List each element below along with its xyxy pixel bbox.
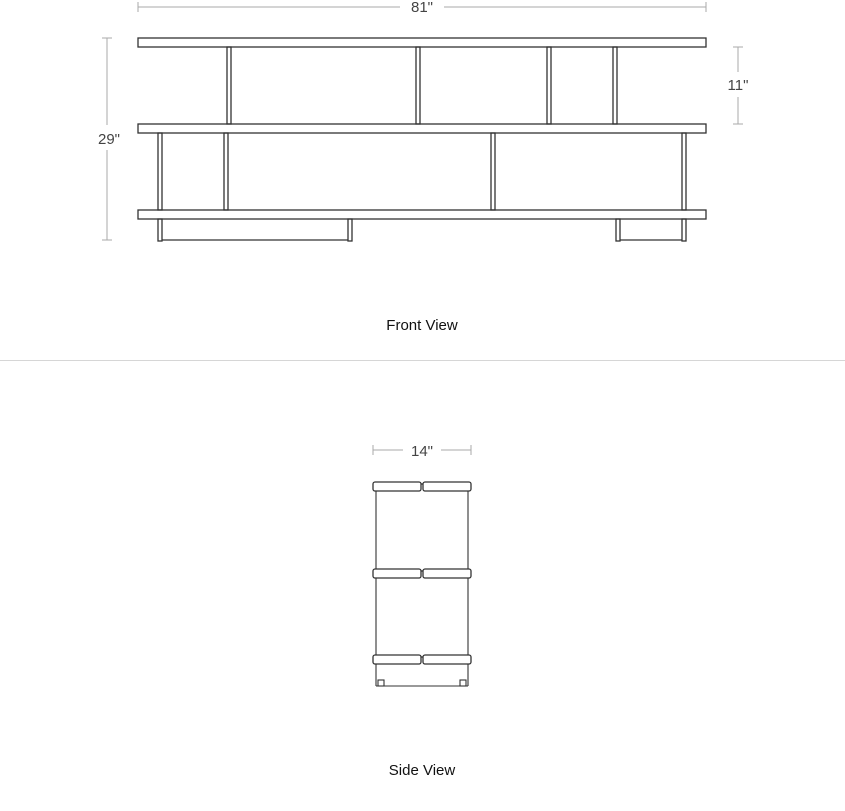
side-base bbox=[376, 664, 468, 686]
front-view-caption: Front View bbox=[386, 317, 458, 334]
front-base-left bbox=[158, 219, 352, 241]
front-view-drawing bbox=[98, 0, 748, 241]
front-top-shelf bbox=[138, 38, 706, 47]
side-view-caption: Side View bbox=[388, 762, 456, 779]
side-depth-label: 14" bbox=[410, 443, 434, 460]
front-middle-shelf bbox=[138, 124, 706, 133]
section-divider bbox=[0, 360, 845, 361]
side-middle-shelf bbox=[373, 569, 471, 578]
side-view-drawing bbox=[373, 443, 471, 686]
front-height-label: 29" bbox=[97, 131, 121, 148]
front-lower-uprights bbox=[158, 133, 686, 210]
front-upper-uprights bbox=[227, 47, 617, 124]
front-base-right bbox=[616, 219, 686, 241]
side-top-shelf bbox=[373, 482, 471, 491]
front-bottom-shelf bbox=[138, 210, 706, 219]
front-width-label: 81" bbox=[410, 0, 434, 16]
side-uprights bbox=[376, 491, 468, 655]
front-shelf-gap-label: 11" bbox=[727, 77, 749, 94]
side-bottom-shelf bbox=[373, 655, 471, 664]
